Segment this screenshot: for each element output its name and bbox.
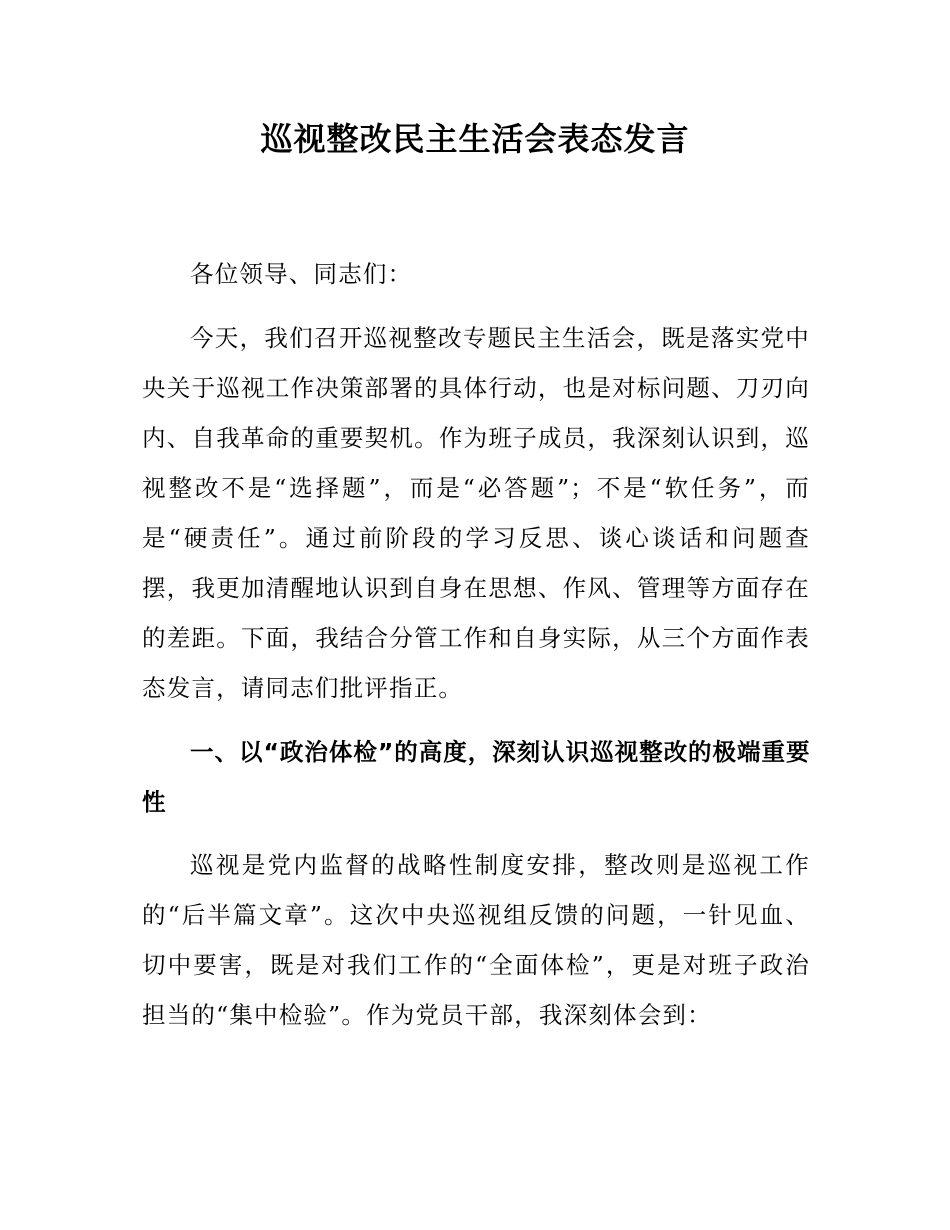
opening-paragraph: 今天，我们召开巡视整改专题民主生活会，既是落实党中央关于巡视工作决策部署的具体行动，也是对标问题、刀刃向内、自我革命的重要契机。作为班子成员，我深刻认识到，巡视整改不是“选择题”，而是“必答题”；不是“软任务”，而是“硬责任”。通过前阶段的学习反思、谈心谈话和问题查摆，我更加清醒地认识到自身在思想、作风、管理等方面存在的差距。下面，我结合分管工作和自身实际，从三个方面作表态发言，请同志们批评指正。 [142, 324, 810, 702]
section-1-paragraph: 巡视是党内监督的战略性制度安排，整改则是巡视工作的“后半篇文章”。这次中央巡视组反馈的问题，一针见血、切中要害，既是对我们工作的“全面体检”，更是对班子政治担当的“集中检验”。作为党员干部，我深刻体会到： [142, 851, 810, 1029]
document-title: 巡视整改民主生活会表态发言 [260, 120, 690, 158]
salutation-paragraph: 各位领导、同志们： [190, 260, 413, 288]
section-heading-1: 一、以“政治体检”的高度，深刻认识巡视整改的极端重要性 [142, 738, 810, 816]
